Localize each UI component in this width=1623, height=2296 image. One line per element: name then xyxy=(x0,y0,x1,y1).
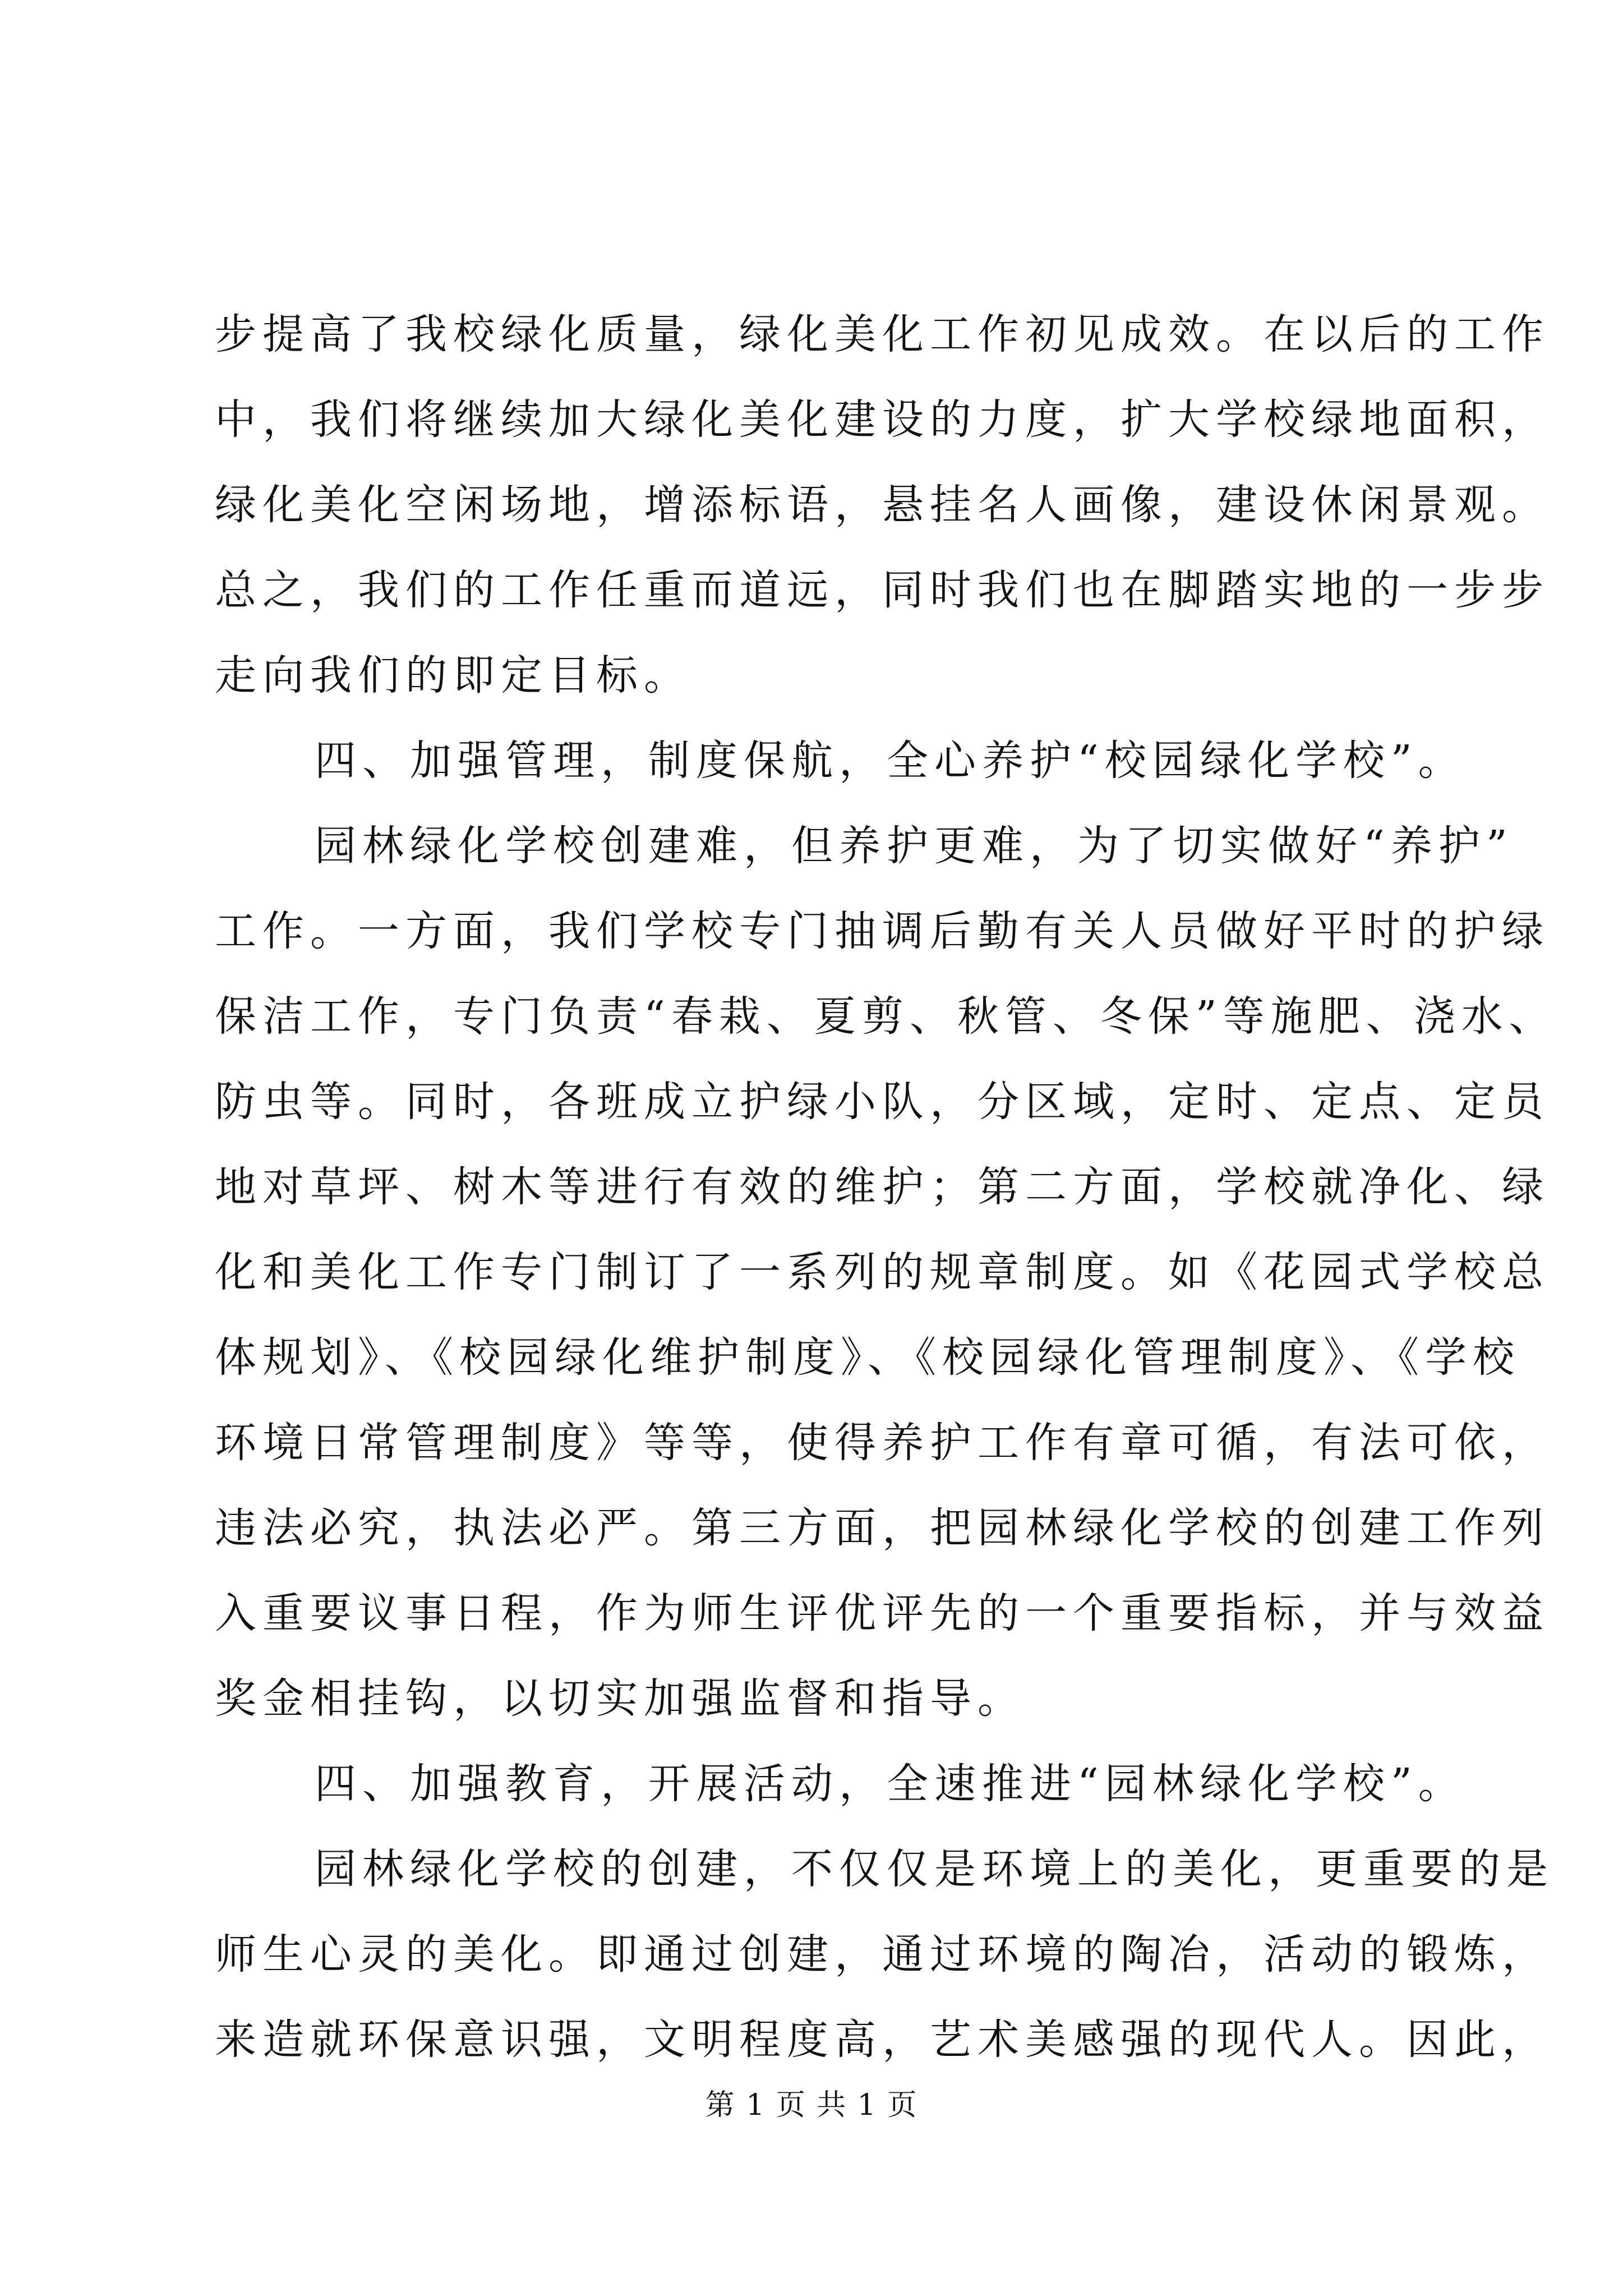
text-line: 工作。一方面，我们学校专门抽调后勤有关人员做好平时的护绿 xyxy=(215,907,1550,955)
section-heading: 四、加强管理，制度保航，全心养护“校园绿化学校”。 xyxy=(315,737,1466,785)
text-line: 师生心灵的美化。即通过创建，通过环境的陶冶，活动的锻炼， xyxy=(215,1930,1550,1978)
page-footer: 第 1 页 共 1 页 xyxy=(705,2088,918,2122)
text-line: 体规划》、《校园绿化维护制度》、《校园绿化管理制度》、《学校 xyxy=(215,1333,1520,1382)
text-line: 奖金相挂钩，以切实加强监督和指导。 xyxy=(215,1674,1025,1723)
text-line: 中，我们将继续加大绿化美化建设的力度，扩大学校绿地面积， xyxy=(215,395,1550,444)
text-line: 地对草坪、树木等进行有效的维护；第二方面，学校就净化、绿 xyxy=(215,1163,1550,1211)
text-line: 绿化美化空闲场地，增添标语，悬挂名人画像，建设休闲景观。 xyxy=(215,481,1550,529)
text-line: 防虫等。同时，各班成立护绿小队，分区域，定时、定点、定员 xyxy=(215,1078,1550,1126)
text-line: 化和美化工作专门制订了一系列的规章制度。如《花园式学校总 xyxy=(215,1248,1550,1296)
text-line: 环境日常管理制度》等等，使得养护工作有章可循，有法可依， xyxy=(215,1419,1550,1467)
text-line: 来造就环保意识强，文明程度高，艺术美感强的现代人。因此， xyxy=(215,2016,1550,2064)
text-line: 走向我们的即定目标。 xyxy=(215,651,691,700)
text-line: 步提高了我校绿化质量，绿化美化工作初见成效。在以后的工作 xyxy=(215,310,1550,358)
body-text xyxy=(215,292,1557,2082)
paragraph-start-line: 园林绿化学校创建难，但养护更难，为了切实做好“养护” xyxy=(315,822,1514,870)
text-line: 总之，我们的工作任重而道远，同时我们也在脚踏实地的一步步 xyxy=(215,566,1550,614)
paragraph-start-line: 园林绿化学校的创建，不仅仅是环境上的美化，更重要的是 xyxy=(315,1845,1554,1893)
text-line: 入重要议事日程，作为师生评优评先的一个重要指标，并与效益 xyxy=(215,1589,1550,1637)
text-line: 违法必究，执法必严。第三方面，把园林绿化学校的创建工作列 xyxy=(215,1504,1550,1552)
text-line: 保洁工作，专门负责“春栽、夏剪、秋管、冬保”等施肥、浇水、 xyxy=(215,992,1557,1041)
section-heading: 四、加强教育，开展活动，全速推进“园林绿化学校”。 xyxy=(315,1760,1466,1808)
